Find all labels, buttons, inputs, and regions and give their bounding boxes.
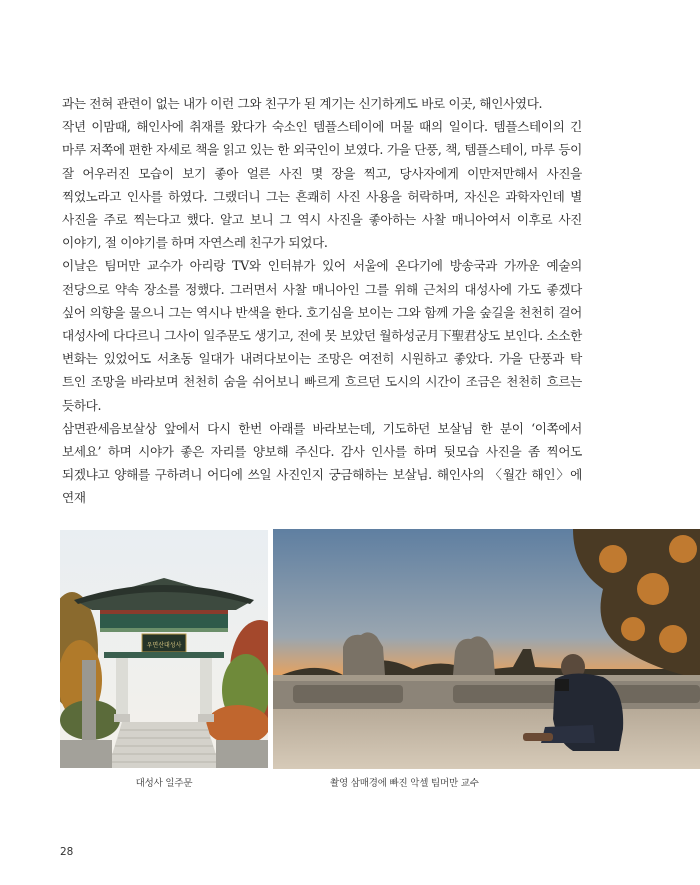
temple-gate-caption: 대성사 일주문 — [135, 778, 193, 789]
article-body — [62, 92, 582, 510]
article-paragraph: 과는 전혀 관련이 없는 내가 이런 그와 친구가 된 계기는 신기하게도 바로 이곳, 해인사였다. — [62, 96, 543, 111]
page-number: 28 — [60, 846, 74, 858]
article-paragraph: 작년 이맘때, 해인사에 취재를 왔다가 숙소인 템플스테이에 머물 때의 일이다. 템플스테이의 긴 마루 저쪽에 편한 자세로 책을 읽고 있는 한 외국인이 보였다. 가을 단풍, 책, 템플스테이, 마루 등이 잘 어우러진 모습이 보기 좋아 얼른 사진 몇 장을 찍고, 당사자에게 이만저만해서 사진을 찍었노라고 인사를 하였다. 그랬더니 그는 흔쾌히 사진 사용을 허락하며, 자신은 과학자인데 별 사진을 주로 찍는다고 했다. 알고 보니 그 역시 사진을 좋아하는 사찰 매니아여서 이후로 사진 이야기, 절 이야기를 하며 자연스레 친구가 되었다. — [62, 119, 582, 251]
gate-sign-text: 우면산대성사 — [146, 642, 182, 649]
article-paragraph: 이날은 팀머만 교수가 아리랑 TV와 인터뷰가 있어 서울에 온다기에 방송국과 가까운 예술의 전당으로 약속 장소를 정했다. 그러면서 사찰 매니아인 그를 위해 근처의 대성사에 가도 좋겠다 싶어 의향을 물으니 그는 역시나 반색을 한다. 호기심을 보이는 그와 함께 가을 숲길을 천천히 걸어 대성사에 다다르니 그사이 일주문도 생기고, 전에 못 보았던 월하성군月下聖君상도 보인다. 소소한 변화는 있었어도 서초동 일대가 내려다보이는 조망은 여전히 시원하고 좋았다. 가을 단풍과 탁 트인 조망을 바라보며 천천히 숨을 쉬어보니 빠르게 흐르던 도시의 시간이 조금은 천천히 흐르는 듯하다. — [62, 258, 582, 413]
temple-gate-photo — [60, 530, 268, 768]
photographer-caption: 촬영 삼매경에 빠진 악셀 팀머만 교수 — [330, 778, 479, 789]
sunset-photographer-photo — [273, 529, 700, 769]
article-paragraph: 삼면관세음보살상 앞에서 다시 한번 아래를 바라보는데, 기도하던 보살님 한 분이 ‘이쪽에서 보세요’ 하며 시야가 좋은 자리를 양보해 주신다. 감사 인사를 하며 뒷모습 사진을 좀 찍어도 되겠냐고 양해를 구하려니 어디에 쓰일 사진인지 궁금해하는 보살님. 해인사의 〈월간 해인〉에 연재 — [62, 420, 582, 506]
